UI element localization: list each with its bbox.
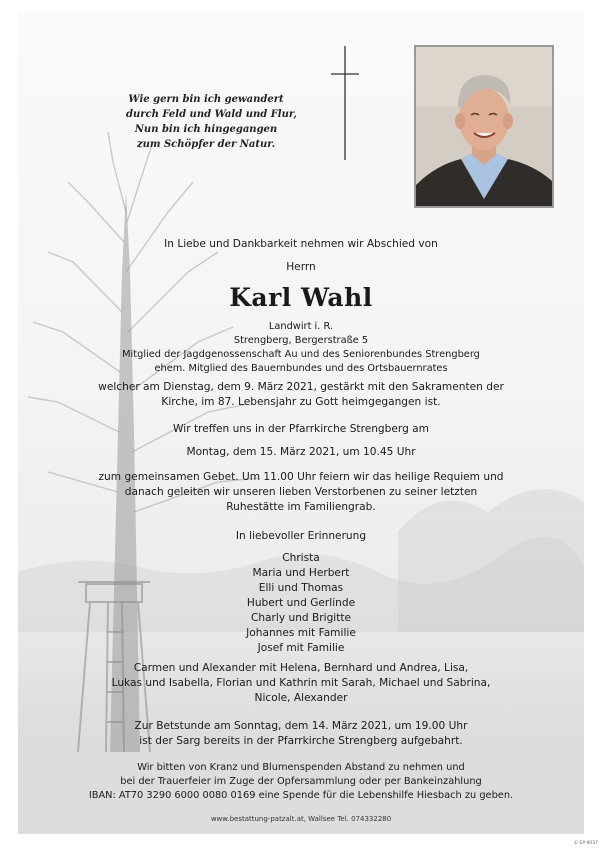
obituary-card bbox=[18, 12, 584, 834]
detail-occupation: Landwirt i. R. bbox=[268, 321, 334, 332]
meeting-date: Montag, dem 15. März 2021, um 10.45 Uhr bbox=[186, 446, 416, 458]
grandchildren-line: Carmen und Alexander mit Helena, Bernhard und Andrea, Lisa, bbox=[133, 662, 469, 674]
poem-line: zum Schöpfer der Natur. bbox=[136, 139, 276, 150]
meeting-line: Wir treffen uns in der Pfarrkirche Strengberg am bbox=[173, 423, 429, 435]
memorial-poem bbox=[126, 92, 297, 152]
detail-membership: Mitglied der Jagdgenossenschaft Au und des Seniorenbundes Strengberg bbox=[122, 349, 480, 360]
family-member: Elli und Thomas bbox=[258, 582, 344, 594]
family-member: Hubert und Gerlinde bbox=[246, 597, 356, 609]
salutation: Herrn bbox=[286, 261, 316, 273]
intro-text: In Liebe und Dankbarkeit nehmen wir Abschied von bbox=[164, 238, 438, 250]
deceased-name: Karl Wahl bbox=[229, 283, 373, 312]
form-code: © EP 9037 bbox=[573, 841, 598, 846]
vigil-line: Zur Betstunde am Sonntag, dem 14. März 2021, um 19.00 Uhr bbox=[134, 720, 468, 732]
family-member: Josef mit Familie bbox=[257, 642, 345, 654]
remembrance-title: In liebevoller Erinnerung bbox=[235, 530, 367, 542]
portrait-illustration bbox=[416, 47, 552, 206]
grandchildren-line: Lukas und Isabella, Florian und Kathrin mit Sarah, Michael und Sabrina, bbox=[111, 677, 491, 689]
death-notice-line: Kirche, im 87. Lebensjahr zu Gott heimgegangen ist. bbox=[161, 396, 441, 408]
death-notice-line: welcher am Dienstag, dem 9. März 2021, gestärkt mit den Sakramenten der bbox=[98, 381, 504, 393]
family-member: Christa bbox=[282, 552, 320, 564]
grandchildren-line: Nicole, Alexander bbox=[254, 692, 348, 704]
vigil-line: ist der Sarg bereits in der Pfarrkirche Strengberg aufgebahrt. bbox=[139, 735, 463, 747]
donation-line: bei der Trauerfeier im Zuge der Opfersammlung oder per Bankeinzahlung bbox=[120, 776, 482, 787]
poem-line: Nun bin ich hingegangen bbox=[134, 124, 278, 135]
poem-line: durch Feld und Wald und Flur, bbox=[126, 109, 297, 120]
donation-line: IBAN: AT70 3290 6000 0080 0169 eine Spende für die Lebenshilfe Hiesbach zu geben. bbox=[88, 790, 514, 801]
cross-icon bbox=[330, 46, 360, 160]
service-line: danach geleiten wir unseren lieben Verstorbenen zu seiner letzten bbox=[124, 486, 478, 498]
family-member: Johannes mit Familie bbox=[246, 627, 356, 639]
family-member: Maria und Herbert bbox=[252, 567, 350, 579]
detail-address: Strengberg, Bergerstraße 5 bbox=[233, 335, 369, 346]
donation-line: Wir bitten von Kranz und Blumenspenden Abstand zu nehmen und bbox=[137, 762, 465, 773]
poem-line: Wie gern bin ich gewandert bbox=[128, 94, 284, 105]
portrait-photo bbox=[414, 45, 554, 208]
detail-former-membership: ehem. Mitglied des Bauernbundes und des Ortsbauernrates bbox=[154, 363, 448, 374]
service-line: zum gemeinsamen Gebet. Um 11.00 Uhr feiern wir das heilige Requiem und bbox=[98, 471, 504, 483]
family-member: Charly und Brigitte bbox=[250, 612, 352, 624]
service-line: Ruhestätte im Familiengrab. bbox=[226, 501, 376, 513]
funeral-home-footer: www.bestattung-patzalt.at, Wallsee Tel. 074332280 bbox=[210, 815, 392, 823]
